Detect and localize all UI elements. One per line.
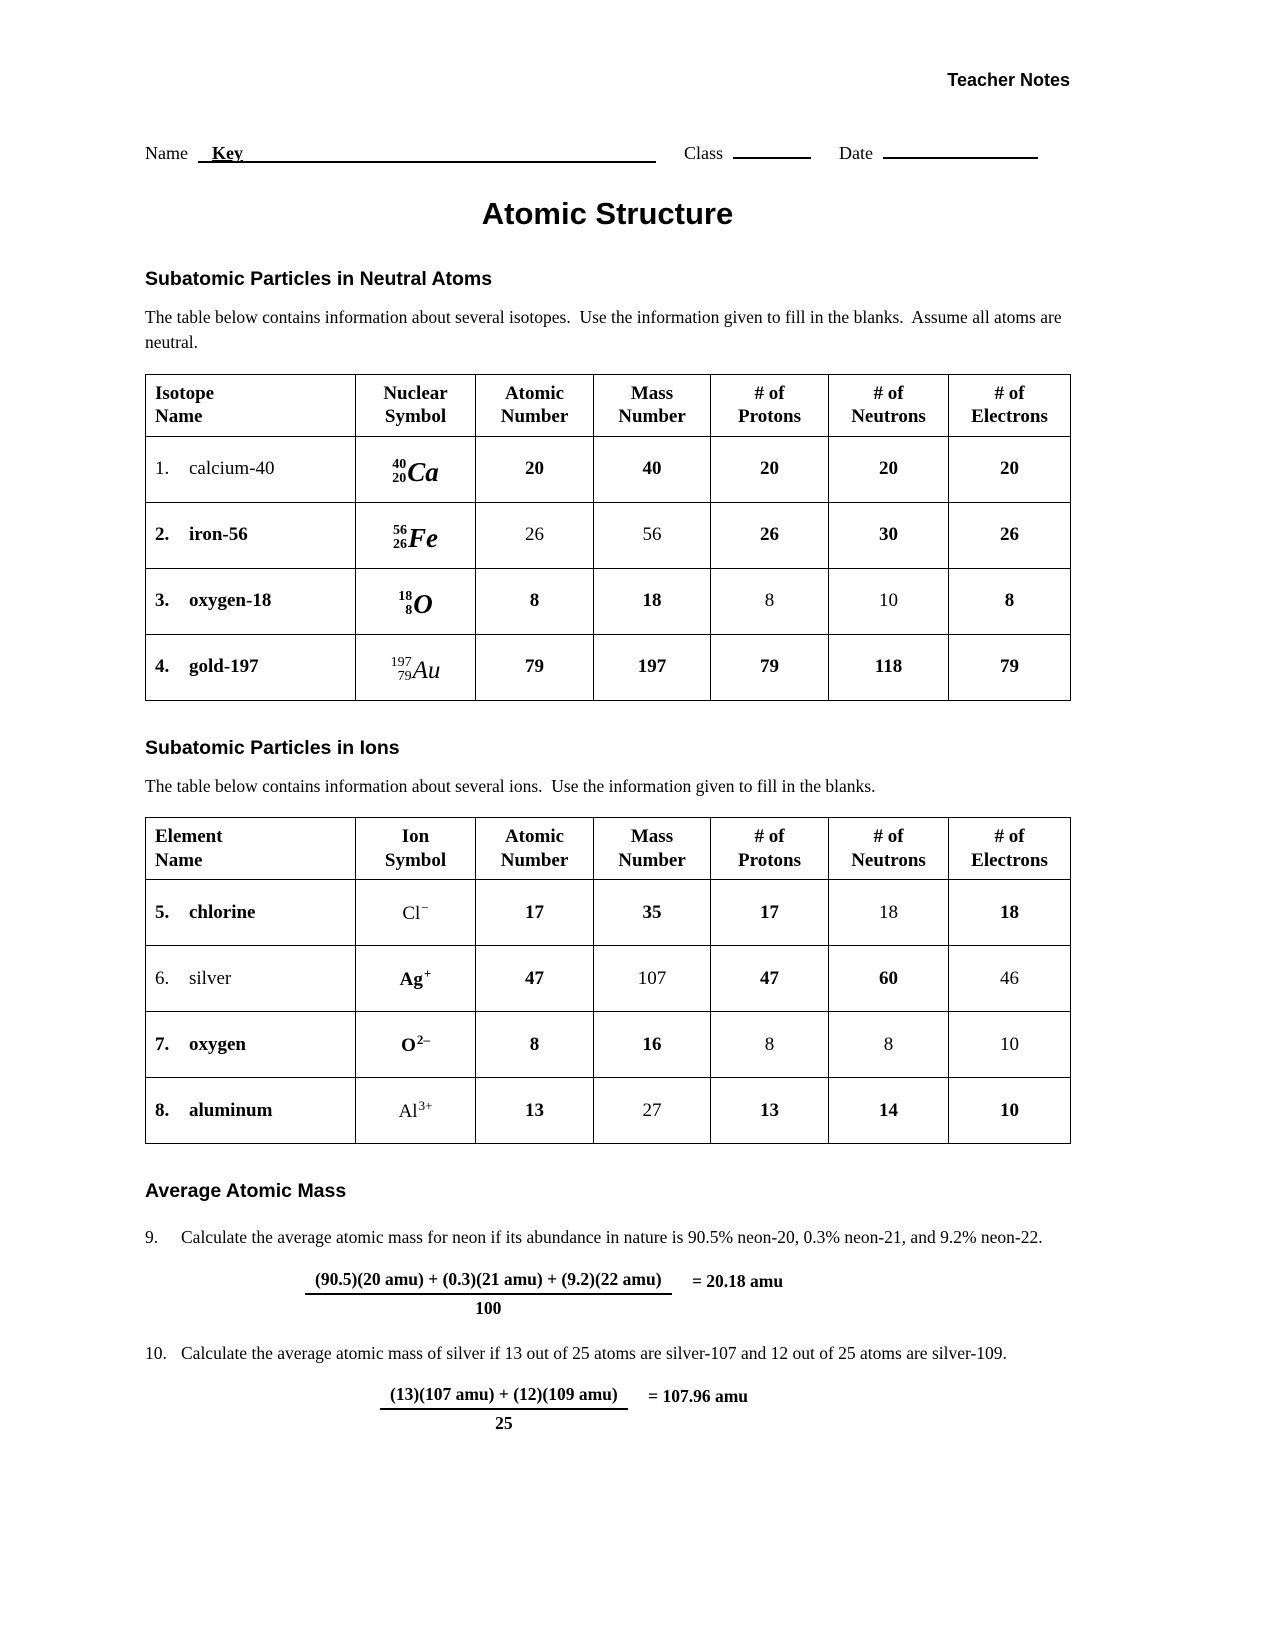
- name-label: Name: [145, 143, 188, 163]
- ion-symbol-cell: $O^{2-}$: [356, 1012, 476, 1078]
- date-blank: [883, 139, 1038, 159]
- question-9: [145, 1225, 1070, 1250]
- protons-cell: 26: [711, 502, 829, 568]
- name-value: Key: [211, 143, 243, 163]
- class-blank: [733, 139, 811, 159]
- neutrons-cell: 60: [829, 946, 949, 1012]
- charge-superscript: +: [423, 965, 432, 981]
- protons-cell: 8: [711, 1012, 829, 1078]
- column-header-electrons: # of Electrons: [949, 818, 1071, 880]
- electrons-cell: 10: [949, 1078, 1071, 1144]
- neutrons-cell: 14: [829, 1078, 949, 1144]
- table-row-aluminum: [146, 1078, 1071, 1144]
- protons-cell: 20: [711, 436, 829, 502]
- protons-cell: 17: [711, 880, 829, 946]
- element-name-cell: 5. chlorine: [146, 880, 356, 946]
- ions-table: [145, 817, 1071, 1144]
- teacher-notes-label: Teacher Notes: [947, 70, 1070, 90]
- table-row-chlorine: [146, 880, 1071, 946]
- atomic-number-cell: 8: [476, 568, 594, 634]
- column-header-isotope-name: Isotope Name: [146, 374, 356, 436]
- mass-number-cell: 18: [594, 568, 711, 634]
- neutrons-cell: 118: [829, 634, 949, 700]
- column-header-protons: # of Protons: [711, 818, 829, 880]
- neutrons-cell: 20: [829, 436, 949, 502]
- column-header-neutrons: # of Neutrons: [829, 818, 949, 880]
- section-intro-neutral-atoms: The table below contains information about several isotopes. Use the information given to fill in the blanks. Assume all atoms are neutral.: [145, 307, 1066, 353]
- atomic-number-cell: 20: [476, 436, 594, 502]
- table-row-oxygen: [146, 1012, 1071, 1078]
- fraction-denominator: 100: [475, 1297, 502, 1318]
- charge-superscript: 2–: [416, 1031, 430, 1047]
- question-10-answer: [380, 1384, 1070, 1434]
- column-header-neutrons: # of Neutrons: [829, 374, 949, 436]
- question-10-number: 10.: [145, 1342, 167, 1363]
- column-header-element-name: Element Name: [146, 818, 356, 880]
- protons-cell: 79: [711, 634, 829, 700]
- neutrons-cell: 10: [829, 568, 949, 634]
- isotope-name-cell: 3. oxygen-18: [146, 568, 356, 634]
- mass-number-cell: 27: [594, 1078, 711, 1144]
- protons-cell: 47: [711, 946, 829, 1012]
- section-intro-ions: The table below contains information about several ions. Use the information given to fill in the blanks.: [145, 775, 876, 796]
- nuclear-symbol-cell: 40 20 Ca: [356, 436, 476, 502]
- isotope-name-cell: 4. gold-197: [146, 634, 356, 700]
- question-10: [145, 1341, 1070, 1366]
- atomic-number-cell: 26: [476, 502, 594, 568]
- electrons-cell: 20: [949, 436, 1071, 502]
- neutrons-cell: 18: [829, 880, 949, 946]
- section-heading-average-atomic-mass: Average Atomic Mass: [145, 1180, 347, 1203]
- answer-result: = 20.18 amu: [691, 1271, 784, 1291]
- table-row-gold-197: [146, 634, 1071, 700]
- table-header-row: [146, 818, 1071, 880]
- charge-superscript: 3+: [418, 1097, 433, 1113]
- isotope-name-cell: 1. calcium-40: [146, 436, 356, 502]
- nuclear-symbol-cell: 56 26 Fe: [356, 502, 476, 568]
- atomic-number-cell: 47: [476, 946, 594, 1012]
- fraction-denominator: 25: [495, 1412, 513, 1433]
- table-header-row: [146, 374, 1071, 436]
- mass-number-cell: 56: [594, 502, 711, 568]
- nuclear-symbol-cell: 18 8 O: [356, 568, 476, 634]
- date-label: Date: [839, 143, 873, 163]
- column-header-atomic-number: Atomic Number: [476, 374, 594, 436]
- answer-result: = 107.96 amu: [648, 1386, 749, 1407]
- nuclear-symbol-cell: 197 79 Au: [356, 634, 476, 700]
- fraction: [380, 1384, 628, 1434]
- question-9-answer: [305, 1269, 1070, 1319]
- table-row-silver: [146, 946, 1071, 1012]
- ion-symbol-cell: Cl−: [356, 880, 476, 946]
- charge-superscript: −: [421, 899, 429, 915]
- isotope-name-cell: 2. iron-56: [146, 502, 356, 568]
- column-header-nuclear-symbol: Nuclear Symbol: [356, 374, 476, 436]
- mass-number-cell: 40: [594, 436, 711, 502]
- protons-cell: 8: [711, 568, 829, 634]
- name-blank: [198, 143, 656, 163]
- table-row-calcium-40: [146, 436, 1071, 502]
- name-class-date-row: [145, 139, 1070, 164]
- column-header-ion-symbol: Ion Symbol: [356, 818, 476, 880]
- element-name-cell: 7. oxygen: [146, 1012, 356, 1078]
- table-row-oxygen-18: [146, 568, 1071, 634]
- ion-symbol-cell: $Al^{3+}$: [356, 1078, 476, 1144]
- neutrons-cell: 30: [829, 502, 949, 568]
- class-label: Class: [683, 143, 723, 163]
- table-row-iron-56: [146, 502, 1071, 568]
- electrons-cell: 8: [949, 568, 1071, 634]
- neutral-atoms-table: [145, 374, 1071, 701]
- atomic-number-cell: 13: [476, 1078, 594, 1144]
- atomic-number-cell: 79: [476, 634, 594, 700]
- neutrons-cell: 8: [829, 1012, 949, 1078]
- column-header-protons: # of Protons: [711, 374, 829, 436]
- column-header-atomic-number: Atomic Number: [476, 818, 594, 880]
- fraction: [305, 1269, 672, 1319]
- column-header-mass-number: Mass Number: [594, 818, 711, 880]
- mass-number-cell: 107: [594, 946, 711, 1012]
- protons-cell: 13: [711, 1078, 829, 1144]
- page-title: Atomic Structure: [481, 196, 734, 231]
- column-header-electrons: # of Electrons: [949, 374, 1071, 436]
- mass-number-cell: 16: [594, 1012, 711, 1078]
- element-name-cell: 8. aluminum: [146, 1078, 356, 1144]
- ion-symbol-cell: Ag+: [356, 946, 476, 1012]
- mass-number-cell: 35: [594, 880, 711, 946]
- element-name-cell: 6. silver: [146, 946, 356, 1012]
- atomic-number-cell: 17: [476, 880, 594, 946]
- electrons-cell: 26: [949, 502, 1071, 568]
- fraction-numerator: (90.5)(20 amu) + (0.3)(21 amu) + (9.2)(22 amu): [305, 1269, 672, 1295]
- electrons-cell: 10: [949, 1012, 1071, 1078]
- atomic-number-cell: 8: [476, 1012, 594, 1078]
- fraction-numerator: (13)(107 amu) + (12)(109 amu): [380, 1384, 628, 1410]
- electrons-cell: 79: [949, 634, 1071, 700]
- question-10-text: Calculate the average atomic mass of silver if 13 out of 25 atoms are silver-107 and 12 out of 25 atoms are silver-109.: [181, 1342, 1007, 1363]
- section-heading-neutral-atoms: Subatomic Particles in Neutral Atoms: [145, 268, 493, 290]
- electrons-cell: 46: [949, 946, 1071, 1012]
- electrons-cell: 18: [949, 880, 1071, 946]
- column-header-mass-number: Mass Number: [594, 374, 711, 436]
- mass-number-cell: 197: [594, 634, 711, 700]
- question-9-number: 9.: [145, 1227, 159, 1248]
- question-9-text: Calculate the average atomic mass for neon if its abundance in nature is 90.5% neon-20, 0.3% neon-21, and 9.2% neon-22.: [181, 1227, 1043, 1248]
- section-heading-ions: Subatomic Particles in Ions: [145, 736, 400, 759]
